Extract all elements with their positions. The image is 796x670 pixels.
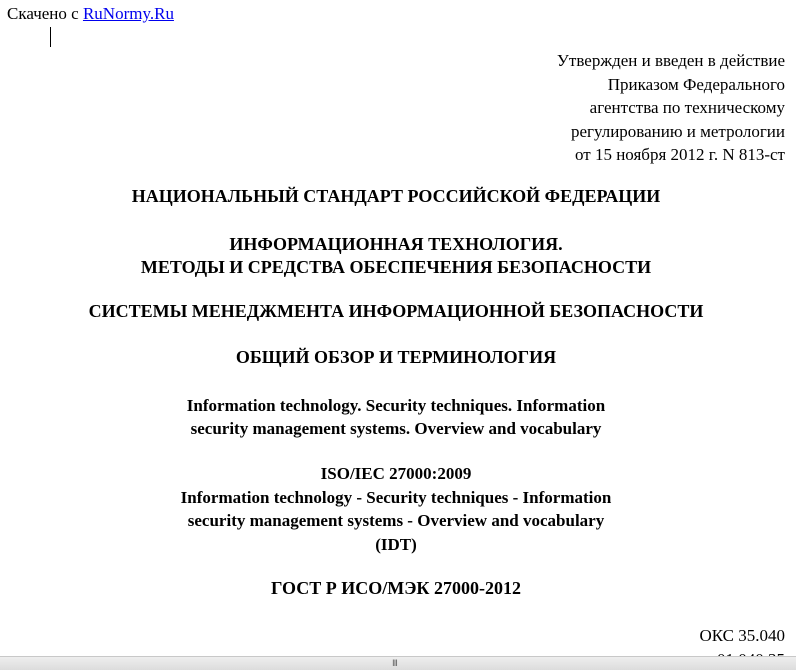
approval-line: от 15 ноября 2012 г. N 813-ст <box>575 145 785 164</box>
info-tech-line: МЕТОДЫ И СРЕДСТВА ОБЕСПЕЧЕНИЯ БЕЗОПАСНОСТИ <box>140 257 652 277</box>
english-title-line: Information technology. Security techniques. Information <box>186 396 606 415</box>
english-title-line: security management systems. Overview and vocabulary <box>190 419 602 438</box>
iso-reference <box>0 462 792 556</box>
national-standard-heading: НАЦИОНАЛЬНЫЙ СТАНДАРТ РОССИЙСКОЙ ФЕДЕРАЦИИ <box>131 186 661 206</box>
gost-designation: ГОСТ Р ИСО/МЭК 27000-2012 <box>271 578 521 598</box>
info-tech-line: ИНФОРМАЦИОННАЯ ТЕХНОЛОГИЯ. <box>229 234 563 254</box>
iso-code: ISO/IEC 27000:2009 <box>320 464 472 483</box>
approval-line: агентства по техническому <box>589 98 785 117</box>
isms-heading: СИСТЕМЫ МЕНЕДЖМЕНТА ИНФОРМАЦИОННОЙ БЕЗОПАСНОСТИ <box>88 301 704 321</box>
approval-line: Приказом Федерального <box>607 74 785 94</box>
overview-heading: ОБЩИЙ ОБЗОР И ТЕРМИНОЛОГИЯ <box>235 347 557 367</box>
iso-title-line: Information technology - Security techniques - Information <box>180 487 612 507</box>
downloaded-prefix: Скачено с <box>7 4 79 23</box>
download-source-line <box>7 4 174 24</box>
iso-idt: (IDT) <box>375 534 417 554</box>
approval-line: Утвержден и введен в действие <box>556 51 785 70</box>
info-tech-heading <box>0 233 792 279</box>
english-title <box>0 394 792 440</box>
scroll-grip-icon[interactable]: III <box>392 659 397 669</box>
text-cursor <box>50 27 51 47</box>
runormy-link[interactable]: RuNormy.Ru <box>82 4 174 23</box>
horizontal-scrollbar[interactable] <box>0 656 796 670</box>
approval-line: регулированию и метрологии <box>570 121 785 141</box>
approval-block <box>385 49 785 167</box>
iso-title-line: security management systems - Overview and vocabulary <box>187 511 605 530</box>
oks-code: ОКС 35.040 <box>699 626 785 645</box>
